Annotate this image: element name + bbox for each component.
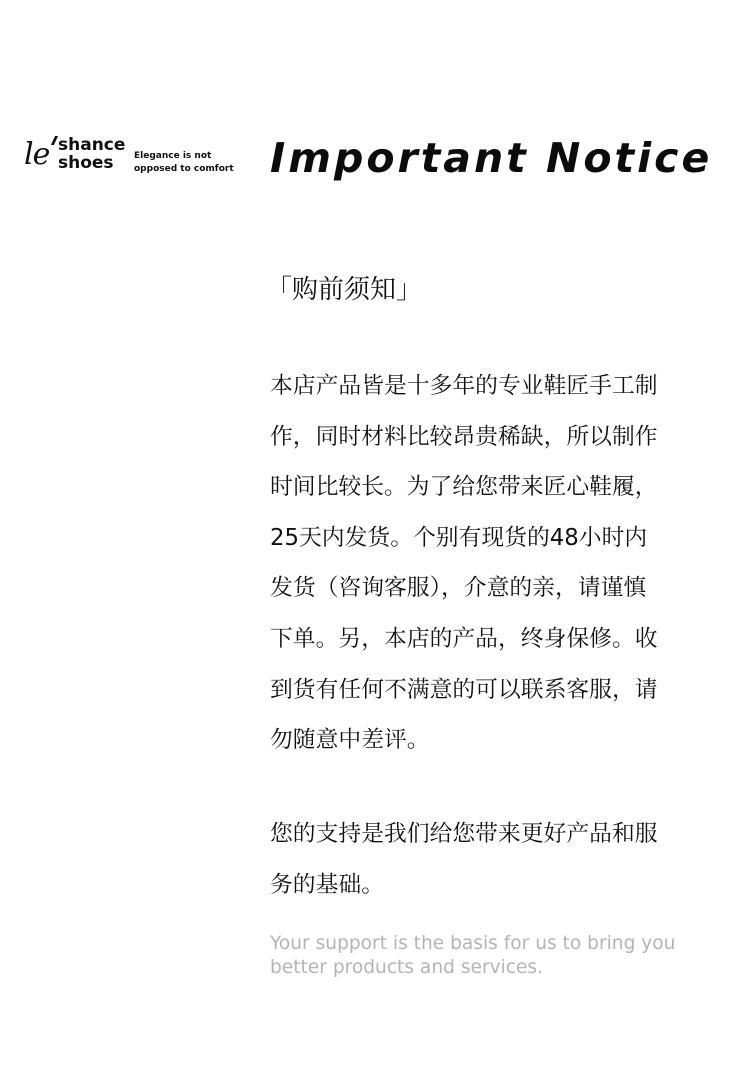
body-line: 到货有任何不满意的可以联系客服，请 — [270, 676, 658, 703]
section-heading: 「购前须知」 — [266, 275, 423, 305]
body-line: 发货（咨询客服），介意的亲，请谨慎 — [270, 575, 647, 602]
body-line: 作，同时材料比较昂贵稀缺，所以制作 — [270, 423, 658, 450]
logo-word-shance: shance — [58, 135, 126, 155]
page-title: Important Notice — [270, 134, 713, 182]
body-line: 时间比较长。为了给您带来匠心鞋履， — [270, 474, 658, 501]
logo-tagline-line-1: Elegance is not — [134, 151, 212, 161]
logo-tagline — [134, 150, 234, 176]
body-line: 25天内发货。个别有现货的48小时内 — [270, 524, 648, 551]
support-cn-line: 您的支持是我们给您带来更好产品和服 — [270, 821, 658, 847]
body-line: 下单。另，本店的产品，终身保修。收 — [270, 625, 658, 652]
body-line: 本店产品皆是十多年的专业鞋匠手工制 — [270, 373, 658, 399]
logo-word-shoes: shoes — [58, 153, 114, 173]
logo-le-mark: le — [24, 137, 50, 172]
body-line: 勿随意中差评。 — [270, 727, 430, 754]
support-statement-en — [270, 932, 710, 980]
support-statement-cn — [270, 809, 706, 910]
notice-body — [270, 361, 706, 766]
support-en-line: better products and services. — [270, 957, 544, 978]
brand-logo — [24, 136, 254, 180]
support-cn-line: 务的基础。 — [270, 871, 384, 898]
logo-tagline-line-2: opposed to comfort — [134, 164, 234, 174]
support-en-line: Your support is the basis for us to bring you — [270, 933, 676, 954]
logo-wordmark — [58, 136, 125, 172]
